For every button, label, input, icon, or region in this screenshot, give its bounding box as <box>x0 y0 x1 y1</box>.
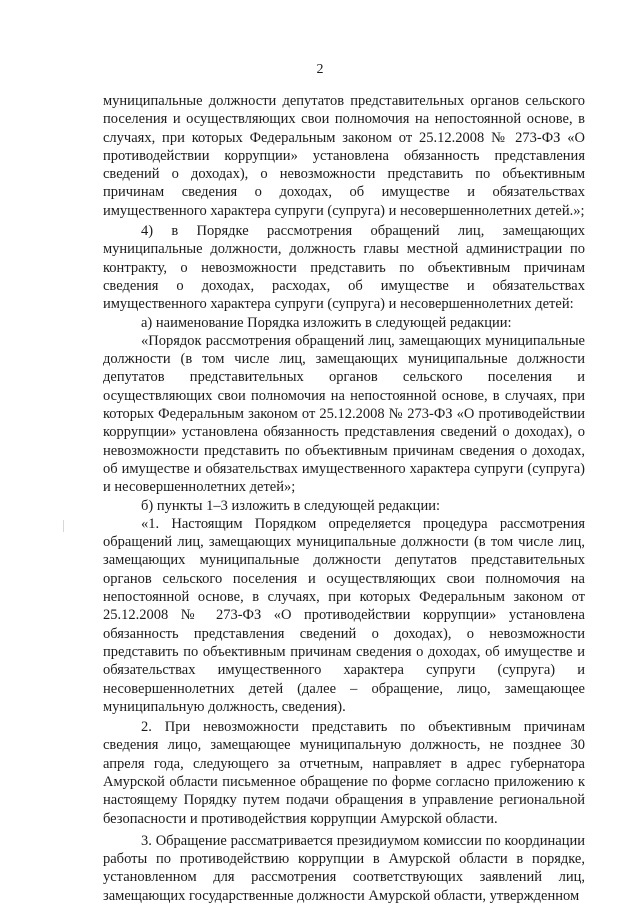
paragraph-point-2: 2. При невозможности представить по объективным причинам сведения лицо, замещающее муниципальную должность, не позднее 30 апреля года, следующего за отчетным, направляет в адрес губернатора Амурской области письменное обращение по форме согласно приложению к настоящему Порядку путем подачи обращения в управление региональной безопасности и противодействия коррупции Амурской области. <box>103 719 585 827</box>
paragraph-title-text: «Порядок рассмотрения обращений лиц, замещающих муниципальные должности (в том числе лиц, замещающих муниципальные должности депутатов представительных органов сельского поселения и осуществляющих свои полномочия на непостоянной основе, в случаях, при которых Федеральным законом от 25.12.2008 № 273-ФЗ «О противодействии коррупции» установлена обязанность представления сведений о доходах), о невозможности представить по объективным причинам сведения о доходах, об имуществе и обязательствах имущественного характера супруги (супруга) и несовершеннолетних детей»; <box>103 332 585 496</box>
paragraph-continuation: муниципальные должности депутатов представительных органов сельского поселения и осуществляющих свои полномочия на непостоянной основе, в случаях, при которых Федеральным законом от 25.12.2008 № 273-ФЗ «О противодействии коррупции» установлена обязанность представления сведений о доходах), о невозможности представить по объективным причинам сведения о доходах, об имуществе и обязательствах имущественного характера супруги (супруга) и несовершеннолетних детей.»; <box>103 93 585 219</box>
document-body <box>103 92 585 905</box>
paragraph-point-3: 3. Обращение рассматривается президиумом комиссии по координации работы по противодействию коррупции в Амурской области в порядке, установленном для рассмотрения соответствующих заявлений лиц, замещающих государственные должности Амурской области, утвержденном <box>103 832 585 904</box>
scan-mark <box>63 520 64 532</box>
page-number: 2 <box>316 62 324 77</box>
paragraph-subitem-b: б) пункты 1–3 изложить в следующей редакции: <box>141 497 440 514</box>
paragraph-subitem-a: а) наименование Порядка изложить в следующей редакции: <box>141 314 512 331</box>
paragraph-point-1: «1. Настоящим Порядком определяется процедура рассмотрения обращений лиц, замещающих муниципальные должности (в том числе лиц, замещающих муниципальные должности депутатов представительных органов сельского поселения и осуществляющих свои полномочия на непостоянной основе, в случаях, при которых Федеральным законом от 25.12.2008 № 273-ФЗ «О противодействии коррупции» установлена обязанность представления сведений о доходах), о невозможности представить по объективным причинам сведения о доходах, об имуществе и обязательствах имущественного характера супруги (супруга) и несовершеннолетних детей (далее – обращение, лицо, замещающее муниципальную должность, сведения). <box>103 515 585 715</box>
paragraph-item-4: 4) в Порядке рассмотрения обращений лиц, замещающих муниципальные должности, должность главы местной администрации по контракту, о невозможности представить по объективным причинам сведения о доходах, расходах, об имуществе и обязательствах имущественного характера супруги (супруга) и несовершеннолетних детей: <box>103 223 585 313</box>
